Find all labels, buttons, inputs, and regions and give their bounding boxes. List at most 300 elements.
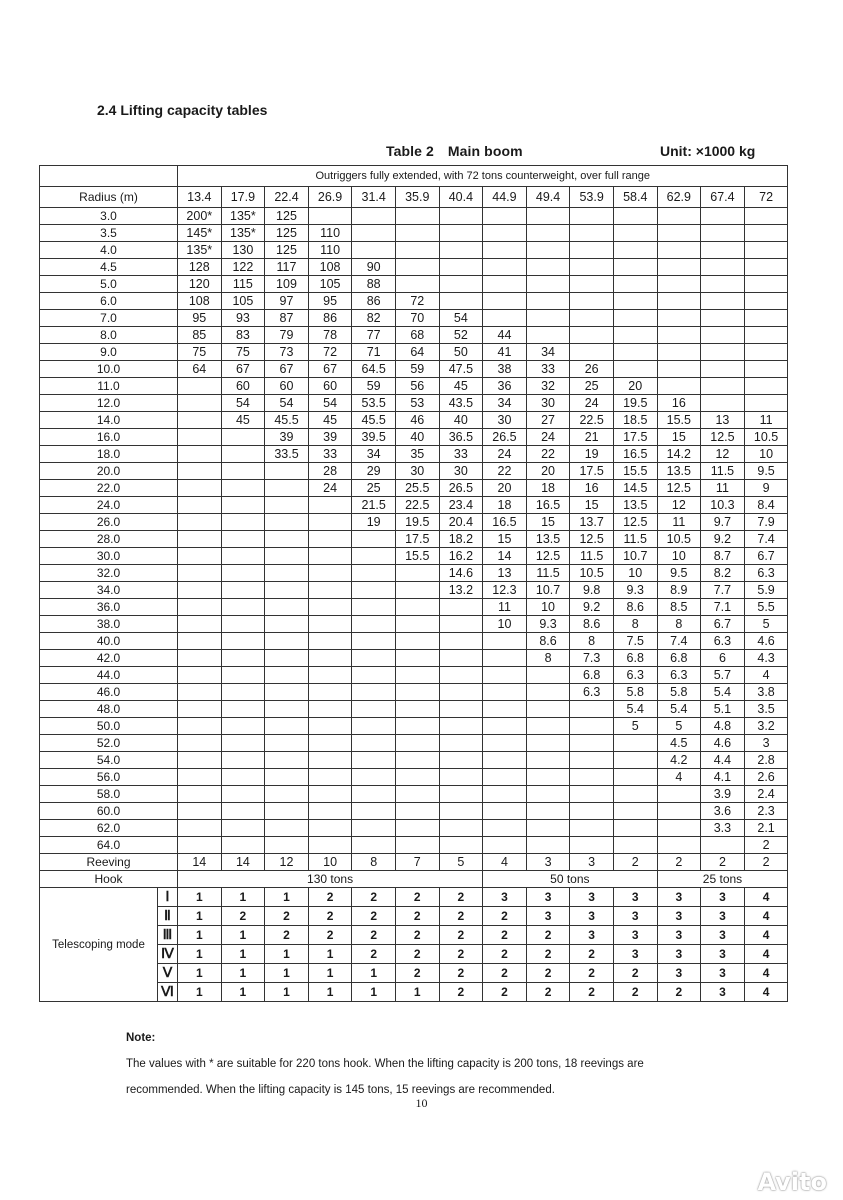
capacity-cell [744, 310, 788, 327]
capacity-cell [657, 293, 701, 310]
capacity-cell [352, 786, 396, 803]
telescoping-cell: 2 [483, 926, 527, 945]
capacity-cell [178, 429, 222, 446]
telescoping-cell: 1 [178, 945, 222, 964]
capacity-cell [483, 310, 527, 327]
capacity-cell [483, 633, 527, 650]
watermark-logo: Avito [757, 1168, 827, 1196]
capacity-cell [395, 803, 439, 820]
capacity-cell: 60 [221, 378, 265, 395]
radius-cell: 62.0 [40, 820, 178, 837]
capacity-cell: 17.5 [613, 429, 657, 446]
table-caption [386, 143, 523, 159]
capacity-cell [221, 667, 265, 684]
capacity-cell: 19.5 [395, 514, 439, 531]
capacity-cell [395, 616, 439, 633]
capacity-cell [570, 752, 614, 769]
capacity-cell [352, 718, 396, 735]
radius-cell: 8.0 [40, 327, 178, 344]
telescoping-mode-numeral: Ⅴ [158, 964, 178, 983]
telescoping-cell: 2 [613, 983, 657, 1002]
capacity-cell: 3.2 [744, 718, 788, 735]
capacity-cell [657, 276, 701, 293]
capacity-cell: 45.5 [265, 412, 309, 429]
capacity-cell [657, 225, 701, 242]
capacity-cell [744, 276, 788, 293]
capacity-cell: 6.3 [657, 667, 701, 684]
radius-cell: 4.5 [40, 259, 178, 276]
capacity-cell [265, 616, 309, 633]
capacity-cell: 4.1 [701, 769, 745, 786]
capacity-cell: 13.5 [657, 463, 701, 480]
capacity-cell [178, 803, 222, 820]
telescoping-cell: 3 [613, 907, 657, 926]
capacity-cell [395, 752, 439, 769]
capacity-cell: 16 [657, 395, 701, 412]
capacity-cell: 88 [352, 276, 396, 293]
capacity-cell: 10.5 [744, 429, 788, 446]
telescoping-cell: 4 [744, 888, 788, 907]
capacity-cell: 24 [483, 446, 527, 463]
capacity-cell: 17.5 [570, 463, 614, 480]
capacity-cell [178, 837, 222, 854]
capacity-cell: 25.5 [395, 480, 439, 497]
capacity-cell [526, 820, 570, 837]
capacity-cell: 43.5 [439, 395, 483, 412]
capacity-cell: 4.3 [744, 650, 788, 667]
capacity-cell: 60 [308, 378, 352, 395]
capacity-cell: 9.7 [701, 514, 745, 531]
capacity-cell: 59 [395, 361, 439, 378]
telescoping-row [40, 888, 788, 907]
capacity-cell [483, 242, 527, 259]
capacity-cell [570, 259, 614, 276]
capacity-cell: 79 [265, 327, 309, 344]
capacity-cell: 25 [570, 378, 614, 395]
capacity-cell: 16.2 [439, 548, 483, 565]
capacity-cell [352, 650, 396, 667]
capacity-cell [265, 480, 309, 497]
capacity-cell: 15 [526, 514, 570, 531]
capacity-cell: 5 [613, 718, 657, 735]
capacity-cell [657, 378, 701, 395]
capacity-cell: 7.9 [744, 514, 788, 531]
capacity-cell [657, 310, 701, 327]
capacity-cell [439, 650, 483, 667]
capacity-cell [613, 820, 657, 837]
capacity-cell [308, 718, 352, 735]
capacity-cell [221, 718, 265, 735]
telescoping-cell: 4 [744, 926, 788, 945]
capacity-cell: 18.5 [613, 412, 657, 429]
telescoping-cell: 3 [570, 907, 614, 926]
capacity-cell: 33 [439, 446, 483, 463]
telescoping-cell: 3 [570, 926, 614, 945]
capacity-cell [613, 344, 657, 361]
capacity-cell: 22 [483, 463, 527, 480]
capacity-row [40, 548, 788, 565]
telescoping-cell: 2 [657, 983, 701, 1002]
capacity-cell: 30 [483, 412, 527, 429]
capacity-cell: 4.8 [701, 718, 745, 735]
capacity-cell [265, 684, 309, 701]
capacity-cell [657, 327, 701, 344]
capacity-row [40, 701, 788, 718]
capacity-cell [613, 735, 657, 752]
capacity-row [40, 667, 788, 684]
capacity-cell [178, 582, 222, 599]
capacity-cell [178, 667, 222, 684]
capacity-cell: 4.2 [657, 752, 701, 769]
capacity-cell: 11 [483, 599, 527, 616]
capacity-cell: 4.6 [701, 735, 745, 752]
capacity-cell [439, 242, 483, 259]
capacity-cell [483, 208, 527, 225]
capacity-cell: 6.3 [570, 684, 614, 701]
telescoping-cell: 2 [395, 964, 439, 983]
capacity-cell [178, 463, 222, 480]
capacity-cell: 45 [308, 412, 352, 429]
capacity-cell [701, 242, 745, 259]
capacity-cell [308, 599, 352, 616]
capacity-cell [744, 361, 788, 378]
reeving-cell: 12 [265, 854, 309, 871]
boom-length-header: 67.4 [701, 187, 745, 208]
capacity-cell [613, 837, 657, 854]
telescoping-cell: 3 [570, 888, 614, 907]
capacity-cell [526, 684, 570, 701]
capacity-cell [221, 735, 265, 752]
capacity-cell: 200* [178, 208, 222, 225]
radius-cell: 50.0 [40, 718, 178, 735]
capacity-cell [526, 786, 570, 803]
capacity-cell: 9.8 [570, 582, 614, 599]
capacity-cell: 2.3 [744, 803, 788, 820]
telescoping-cell: 2 [308, 907, 352, 926]
capacity-cell [395, 565, 439, 582]
telescoping-cell: 3 [483, 888, 527, 907]
capacity-cell [439, 718, 483, 735]
note-line-1: The values with * are suitable for 220 tons hook. When the lifting capacity is 200 tons, 18 reevings are [126, 1058, 644, 1070]
lifting-capacity-table [39, 165, 788, 1002]
telescoping-cell: 3 [701, 888, 745, 907]
capacity-cell [439, 803, 483, 820]
capacity-cell: 20 [613, 378, 657, 395]
capacity-cell: 50 [439, 344, 483, 361]
radius-cell: 26.0 [40, 514, 178, 531]
reeving-row [40, 854, 788, 871]
capacity-cell [308, 684, 352, 701]
capacity-cell: 34 [483, 395, 527, 412]
hook-group-cell: 130 tons [178, 871, 483, 888]
telescoping-cell: 3 [526, 907, 570, 926]
capacity-cell: 53 [395, 395, 439, 412]
capacity-cell [613, 769, 657, 786]
telescoping-cell: 1 [395, 983, 439, 1002]
table-subject: Main boom [447, 143, 523, 159]
capacity-cell: 33 [526, 361, 570, 378]
capacity-row [40, 361, 788, 378]
capacity-cell [744, 378, 788, 395]
unit-label: Unit: ×1000 kg [660, 143, 756, 159]
capacity-cell: 86 [308, 310, 352, 327]
telescoping-cell: 3 [701, 983, 745, 1002]
capacity-cell [439, 259, 483, 276]
radius-cell: 5.0 [40, 276, 178, 293]
capacity-cell: 18 [483, 497, 527, 514]
capacity-cell: 71 [352, 344, 396, 361]
capacity-cell: 5 [744, 616, 788, 633]
capacity-cell [221, 803, 265, 820]
capacity-cell [744, 395, 788, 412]
capacity-cell [483, 259, 527, 276]
capacity-cell [744, 208, 788, 225]
capacity-cell: 35 [395, 446, 439, 463]
capacity-row [40, 497, 788, 514]
capacity-cell [526, 225, 570, 242]
capacity-cell: 53.5 [352, 395, 396, 412]
telescoping-mode-numeral: Ⅳ [158, 945, 178, 964]
telescoping-cell: 2 [221, 907, 265, 926]
capacity-cell [701, 395, 745, 412]
capacity-cell [308, 667, 352, 684]
capacity-cell [744, 293, 788, 310]
capacity-cell: 9.5 [744, 463, 788, 480]
capacity-cell: 40 [395, 429, 439, 446]
capacity-cell [221, 514, 265, 531]
capacity-cell [526, 208, 570, 225]
capacity-cell: 20 [483, 480, 527, 497]
telescoping-cell: 2 [352, 926, 396, 945]
capacity-cell [657, 837, 701, 854]
capacity-cell: 4.5 [657, 735, 701, 752]
capacity-cell [526, 752, 570, 769]
capacity-cell [265, 701, 309, 718]
capacity-cell: 28 [308, 463, 352, 480]
capacity-cell: 6.8 [570, 667, 614, 684]
capacity-cell [395, 208, 439, 225]
capacity-cell: 12.5 [570, 531, 614, 548]
capacity-cell [570, 242, 614, 259]
capacity-cell [308, 803, 352, 820]
table-top-header-row [40, 166, 788, 187]
capacity-row [40, 242, 788, 259]
telescoping-cell: 1 [308, 983, 352, 1002]
capacity-cell [701, 208, 745, 225]
capacity-cell [526, 242, 570, 259]
capacity-cell [352, 735, 396, 752]
capacity-cell: 120 [178, 276, 222, 293]
capacity-cell: 85 [178, 327, 222, 344]
capacity-cell: 110 [308, 225, 352, 242]
telescoping-cell: 1 [221, 964, 265, 983]
capacity-cell: 122 [221, 259, 265, 276]
capacity-cell [308, 837, 352, 854]
boom-length-header: 22.4 [265, 187, 309, 208]
capacity-cell: 19 [570, 446, 614, 463]
telescoping-cell: 1 [308, 945, 352, 964]
capacity-cell [483, 769, 527, 786]
telescoping-cell: 1 [265, 945, 309, 964]
boom-length-header: 35.9 [395, 187, 439, 208]
capacity-cell: 110 [308, 242, 352, 259]
capacity-cell [439, 684, 483, 701]
capacity-cell: 64 [395, 344, 439, 361]
reeving-label: Reeving [40, 854, 178, 871]
capacity-cell: 145* [178, 225, 222, 242]
capacity-cell [613, 803, 657, 820]
capacity-cell [221, 582, 265, 599]
capacity-cell: 7.3 [570, 650, 614, 667]
telescoping-cell: 2 [526, 983, 570, 1002]
radius-cell: 4.0 [40, 242, 178, 259]
capacity-cell: 105 [221, 293, 265, 310]
table-name: Table 2 [386, 143, 434, 159]
capacity-cell: 95 [308, 293, 352, 310]
telescoping-cell: 3 [701, 926, 745, 945]
capacity-cell: 6.3 [701, 633, 745, 650]
capacity-cell: 15.5 [395, 548, 439, 565]
boom-length-header: 26.9 [308, 187, 352, 208]
capacity-cell [439, 735, 483, 752]
telescoping-cell: 1 [221, 888, 265, 907]
capacity-cell [439, 820, 483, 837]
capacity-cell [570, 293, 614, 310]
capacity-cell [526, 327, 570, 344]
capacity-cell: 8 [570, 633, 614, 650]
capacity-cell [570, 208, 614, 225]
capacity-cell: 8.6 [613, 599, 657, 616]
telescoping-cell: 2 [352, 907, 396, 926]
telescoping-cell: 1 [221, 926, 265, 945]
capacity-cell [178, 769, 222, 786]
radius-cell: 38.0 [40, 616, 178, 633]
telescoping-cell: 3 [613, 888, 657, 907]
capacity-cell [613, 242, 657, 259]
capacity-cell [701, 310, 745, 327]
capacity-cell [352, 803, 396, 820]
capacity-cell [744, 225, 788, 242]
reeving-cell: 4 [483, 854, 527, 871]
capacity-cell: 12.3 [483, 582, 527, 599]
capacity-cell [221, 633, 265, 650]
capacity-cell [265, 837, 309, 854]
capacity-cell: 41 [483, 344, 527, 361]
capacity-row [40, 752, 788, 769]
capacity-cell: 36 [483, 378, 527, 395]
capacity-cell: 90 [352, 259, 396, 276]
capacity-cell: 6.7 [701, 616, 745, 633]
capacity-cell [395, 769, 439, 786]
capacity-cell [395, 650, 439, 667]
capacity-row [40, 531, 788, 548]
capacity-row [40, 616, 788, 633]
capacity-cell [395, 667, 439, 684]
capacity-cell [178, 650, 222, 667]
capacity-cell: 6.3 [613, 667, 657, 684]
capacity-cell [570, 327, 614, 344]
reeving-cell: 7 [395, 854, 439, 871]
capacity-cell [570, 803, 614, 820]
capacity-cell: 75 [178, 344, 222, 361]
capacity-cell [352, 616, 396, 633]
capacity-cell: 39.5 [352, 429, 396, 446]
capacity-row [40, 327, 788, 344]
telescoping-cell: 2 [395, 907, 439, 926]
capacity-cell: 14.5 [613, 480, 657, 497]
capacity-row [40, 412, 788, 429]
capacity-row [40, 820, 788, 837]
capacity-cell [178, 633, 222, 650]
telescoping-cell: 2 [308, 926, 352, 945]
capacity-cell [483, 718, 527, 735]
capacity-cell [657, 820, 701, 837]
reeving-cell: 2 [657, 854, 701, 871]
telescoping-cell: 2 [439, 964, 483, 983]
capacity-cell [221, 684, 265, 701]
capacity-cell [395, 276, 439, 293]
capacity-cell [308, 514, 352, 531]
capacity-cell: 135* [178, 242, 222, 259]
telescoping-cell: 3 [657, 888, 701, 907]
capacity-cell [439, 293, 483, 310]
capacity-cell: 13.2 [439, 582, 483, 599]
hook-group-cell: 25 tons [657, 871, 788, 888]
capacity-cell: 108 [308, 259, 352, 276]
telescoping-cell: 2 [395, 888, 439, 907]
capacity-cell: 11 [744, 412, 788, 429]
telescoping-cell: 2 [570, 945, 614, 964]
capacity-row [40, 514, 788, 531]
capacity-cell [308, 548, 352, 565]
capacity-cell: 56 [395, 378, 439, 395]
capacity-cell [439, 701, 483, 718]
capacity-cell [265, 633, 309, 650]
capacity-cell [221, 497, 265, 514]
capacity-row [40, 565, 788, 582]
capacity-cell [657, 344, 701, 361]
capacity-cell: 16 [570, 480, 614, 497]
capacity-cell [178, 735, 222, 752]
capacity-cell: 40 [439, 412, 483, 429]
telescoping-mode-numeral: Ⅵ [158, 983, 178, 1002]
capacity-cell: 2.6 [744, 769, 788, 786]
capacity-cell [221, 446, 265, 463]
telescoping-cell: 2 [439, 888, 483, 907]
telescoping-mode-numeral: Ⅱ [158, 907, 178, 926]
capacity-cell: 9.2 [570, 599, 614, 616]
capacity-cell [352, 820, 396, 837]
telescoping-cell: 2 [570, 964, 614, 983]
capacity-cell [483, 276, 527, 293]
capacity-cell: 54 [221, 395, 265, 412]
capacity-cell: 11.5 [701, 463, 745, 480]
capacity-cell: 18 [526, 480, 570, 497]
capacity-cell: 10 [483, 616, 527, 633]
capacity-cell: 7.7 [701, 582, 745, 599]
notes [126, 1025, 776, 1103]
capacity-cell: 16.5 [613, 446, 657, 463]
capacity-cell [221, 531, 265, 548]
capacity-cell: 93 [221, 310, 265, 327]
radius-cell: 28.0 [40, 531, 178, 548]
capacity-cell: 12 [657, 497, 701, 514]
telescoping-cell: 1 [178, 983, 222, 1002]
capacity-cell: 10.5 [657, 531, 701, 548]
capacity-cell [178, 752, 222, 769]
capacity-cell [308, 769, 352, 786]
capacity-cell: 54 [265, 395, 309, 412]
